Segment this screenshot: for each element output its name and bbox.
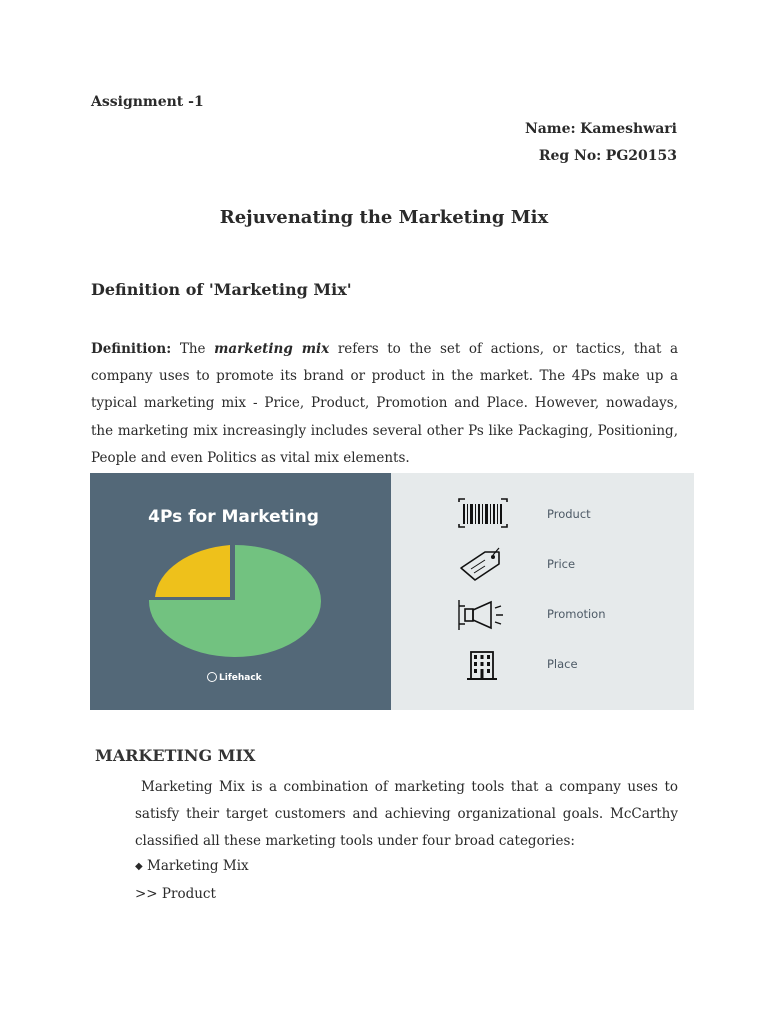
p-label-price: Price: [547, 557, 576, 571]
student-name: [525, 121, 677, 137]
definition-the: The: [179, 341, 206, 357]
definition-heading: Definition of 'Marketing Mix': [91, 280, 352, 299]
price-tag-icon: [455, 546, 511, 586]
list-item-label: Marketing Mix: [147, 858, 249, 874]
infographic-right-panel: [391, 473, 694, 710]
assignment-label: Assignment -1: [91, 94, 204, 110]
infographic-title: 4Ps for Marketing: [148, 507, 319, 527]
definition-label: Definition:: [91, 341, 172, 357]
page-title: Rejuvenating the Marketing Mix: [219, 207, 549, 228]
p-item-promotion: [391, 596, 694, 636]
p-item-price: [391, 546, 694, 586]
list-item: [135, 858, 249, 874]
p-label-promotion: Promotion: [547, 607, 606, 621]
barcode-icon: [455, 496, 511, 536]
lifehack-logo-icon: [207, 672, 217, 682]
p-label-product: Product: [547, 507, 591, 521]
lifehack-brand: Lifehack: [219, 673, 262, 683]
marketing-mix-paragraph: Marketing Mix is a combination of marketing tools that a company uses to satisfy their target customers and achieving organizational goals. McCarthy classified all these marketing tools under four broad categories:: [135, 779, 678, 850]
p-item-place: [391, 646, 694, 686]
p-label-place: Place: [547, 657, 578, 671]
lifehack-logo: [207, 672, 262, 683]
megaphone-icon: [455, 596, 511, 636]
reg-label: Reg No:: [538, 148, 602, 164]
reg-value: PG20153: [605, 148, 677, 164]
marketing-mix-heading: MARKETING MIX: [95, 746, 256, 765]
pie-slice-minor: [155, 545, 230, 597]
name-value: Kameshwari: [580, 121, 677, 137]
infographic-left-panel: [90, 473, 391, 710]
definition-paragraph: [91, 336, 678, 472]
definition-text: refers to the set of actions, or tactics, that a company uses to promote its brand or product in the market. The 4Ps make up a typical marketing mix - Price, Product, Promotion and Place. However, nowadays, the marketing mix increasingly includes several other Ps like Packaging, Positioning, People and even Politics as vital mix elements.: [91, 341, 679, 466]
p-item-product: [391, 496, 694, 536]
4ps-infographic: [90, 473, 694, 710]
building-icon: [455, 646, 511, 686]
name-label: Name:: [524, 121, 576, 137]
list-item: >> Product: [135, 886, 216, 902]
diamond-bullet-icon: ◆: [135, 861, 143, 872]
definition-term: marketing mix: [214, 341, 330, 357]
registration-number: [539, 148, 677, 164]
pie-slice-major: [149, 545, 321, 657]
